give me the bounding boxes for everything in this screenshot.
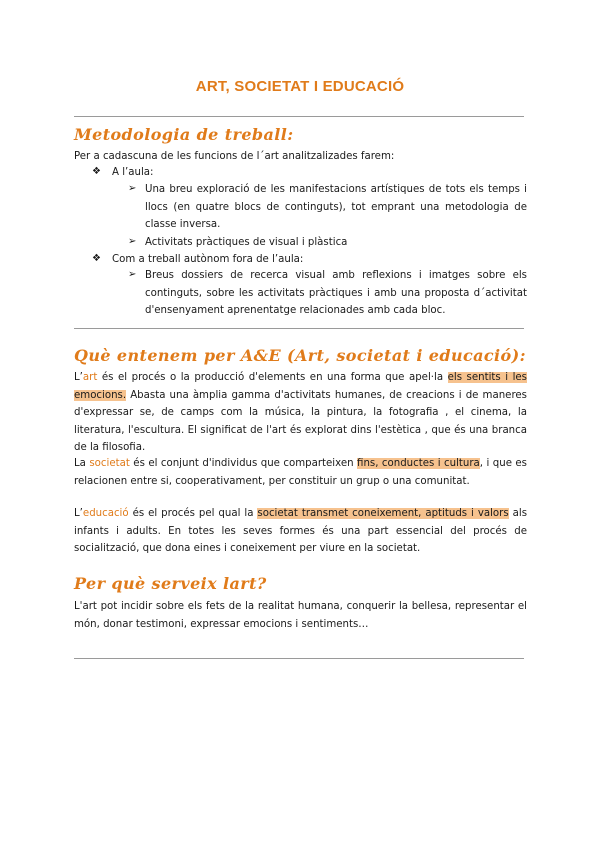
list-subitem-dossiers: Breus dossiers de recerca visual amb reflexions i imatges sobre els continguts, sobre les activitats pràctiques i amb una proposta d´activitat d'ensenyament aprenentatge relacionades amb cada bloc. xyxy=(145,270,527,316)
divider xyxy=(74,328,524,329)
term-societat: societat xyxy=(89,458,130,469)
paragraph-serveix: L'art pot incidir sobre els fets de la realitat humana, conquerir la bellesa, representar el món, donar testimoni, expressar emocions i sentiments… xyxy=(74,601,527,630)
arrow-bullet-icon: ➢ xyxy=(128,183,137,194)
divider xyxy=(74,658,524,659)
list-subitem-exploracio: Una breu exploració de les manifestacions artístiques de tots els temps i llocs (en quatre blocs de continguts), tot emprant una metodologia de classe inversa. xyxy=(145,184,527,230)
section-heading-entenem: Què entenem per A&E (Art, societat i educació): xyxy=(74,346,526,365)
paragraph-societat-mid: és el conjunt d'individus que comparteixen xyxy=(129,458,358,469)
paragraph-educacio-mid: és el procés pel qual la xyxy=(128,508,258,519)
paragraph-societat-post: , i que es relacionen entre si, cooperativament, per constituir un grup o una comunitat. xyxy=(74,458,527,487)
paragraph-societat-pre: La xyxy=(74,458,90,469)
diamond-bullet-icon: ❖ xyxy=(92,253,101,264)
page-title: ART, SOCIETAT I EDUCACIÓ xyxy=(195,78,405,95)
divider xyxy=(74,116,524,117)
paragraph-art-pre: L’ xyxy=(74,372,83,383)
highlight-fins: fins, conductes i cultura xyxy=(357,458,480,469)
list-subitem-activitats: Activitats pràctiques de visual i plàstica xyxy=(145,237,348,248)
paragraph-educacio-pre: L’ xyxy=(74,508,83,519)
paragraph-educacio-post: als infants i adults. En totes les seves formes és una part essencial del procés de socialització, que dona eines i coneixement per viure en la societat. xyxy=(74,508,527,554)
list-item-aula: A l’aula: xyxy=(112,167,154,178)
highlight-sentits: els sentits i les emocions. xyxy=(74,372,527,401)
section-heading-metodologia: Metodologia de treball: xyxy=(74,125,294,144)
section-heading-serveix: Per què serveix lart? xyxy=(74,574,267,593)
paragraph-art-post: Abasta una àmplia gamma d'activitats humanes, de creacions i de maneres d'expressar se, de camps com la música, la pintura, la fotografia , el cinema, la literatura, l'escultura. El significat de l'art és explorat dins l'estètica , que és una branca de la filosofia. xyxy=(74,389,527,453)
diamond-bullet-icon: ❖ xyxy=(92,166,101,177)
highlight-societat-transmet: societat transmet coneixement, aptituds i valors xyxy=(257,508,509,519)
metodologia-intro: Per a cadascuna de les funcions de l´art analitzalizades farem: xyxy=(74,151,395,162)
paragraph-educacio xyxy=(74,505,527,558)
arrow-bullet-icon: ➢ xyxy=(128,269,137,280)
paragraph-societat xyxy=(74,455,527,490)
paragraph-art-mid: és el procés o la producció d'elements en una forma que apel·la xyxy=(97,372,448,383)
list-item-autonom: Com a treball autònom fora de l’aula: xyxy=(112,254,304,265)
term-educacio: educació xyxy=(82,508,129,519)
paragraph-art xyxy=(74,369,527,457)
term-art: art xyxy=(82,372,98,383)
arrow-bullet-icon: ➢ xyxy=(128,236,137,247)
